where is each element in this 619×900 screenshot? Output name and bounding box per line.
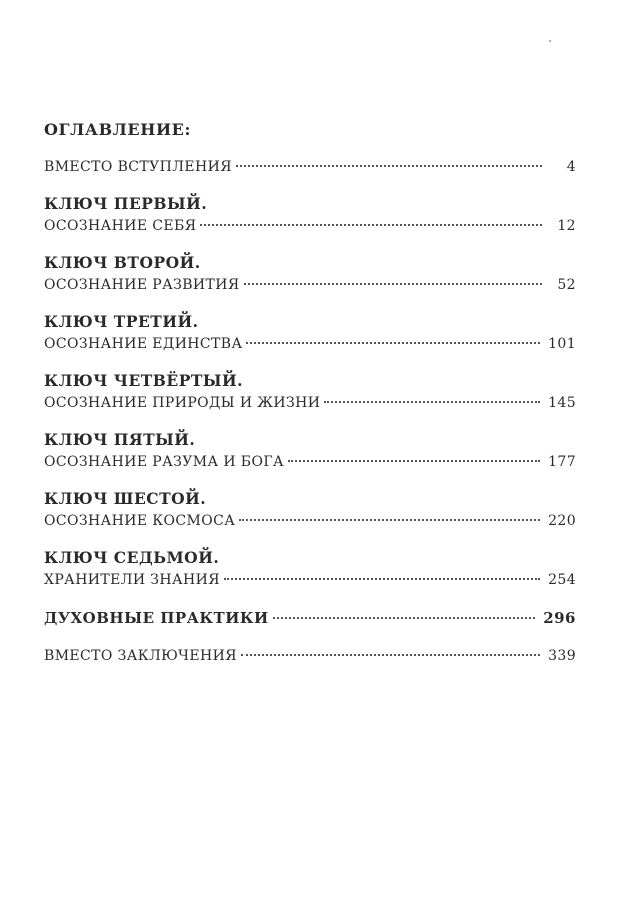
toc-entry-intro — [44, 156, 576, 178]
dot-leader — [241, 654, 540, 656]
page-number: 12 — [557, 218, 576, 234]
toc-row — [44, 607, 576, 629]
page-number: 254 — [548, 572, 576, 588]
print-speck — [549, 40, 551, 42]
page-number: 339 — [548, 648, 576, 664]
toc-label: ХРАНИТЕЛИ ЗНАНИЯ — [44, 572, 220, 588]
toc-label: ОСОЗНАНИЕ РАЗУМА И БОГА — [44, 454, 285, 470]
toc-row — [44, 645, 576, 667]
page-number: 4 — [566, 159, 576, 175]
key-heading: КЛЮЧ ШЕСТОЙ. — [44, 489, 207, 508]
toc-entry-key-6 — [44, 489, 576, 532]
dot-leader — [224, 578, 540, 580]
dot-leader — [236, 165, 542, 167]
key-heading: КЛЮЧ ПЕРВЫЙ. — [44, 194, 208, 213]
key-heading: КЛЮЧ ТРЕТИЙ. — [44, 312, 199, 331]
key-heading: КЛЮЧ ЧЕТВЁРТЫЙ. — [44, 371, 244, 390]
toc-label: ОСОЗНАНИЕ ЕДИНСТВА — [44, 336, 243, 352]
key-heading: КЛЮЧ ВТОРОЙ. — [44, 253, 201, 272]
toc-entry-conclusion — [44, 645, 576, 667]
page-number: 177 — [548, 454, 576, 470]
toc-entry-key-1 — [44, 194, 576, 237]
toc-label: ОСОЗНАНИЕ ПРИРОДЫ И ЖИЗНИ — [44, 395, 321, 411]
toc-row — [44, 333, 576, 355]
key-heading: КЛЮЧ СЕДЬМОЙ. — [44, 548, 220, 567]
toc-entry-practices — [44, 607, 576, 629]
toc-label: ВМЕСТО ВСТУПЛЕНИЯ — [44, 159, 232, 175]
dot-leader — [200, 224, 542, 226]
toc-row — [44, 569, 576, 591]
page-number: 296 — [543, 609, 576, 627]
dot-leader — [324, 401, 540, 403]
page-number: 220 — [548, 513, 576, 529]
dot-leader — [288, 460, 540, 462]
toc-row — [44, 392, 576, 414]
toc-row — [44, 215, 576, 237]
toc-label: ОСОЗНАНИЕ РАЗВИТИЯ — [44, 277, 240, 293]
toc-row — [44, 274, 576, 296]
toc-entry-key-3 — [44, 312, 576, 355]
dot-leader — [239, 519, 540, 521]
toc-label: ОСОЗНАНИЕ СЕБЯ — [44, 218, 197, 234]
toc-row — [44, 510, 576, 532]
toc-row — [44, 156, 576, 178]
page-number: 52 — [557, 277, 576, 293]
page-number: 101 — [548, 336, 576, 352]
page-number: 145 — [548, 395, 576, 411]
dot-leader — [244, 283, 542, 285]
toc-label: ДУХОВНЫЕ ПРАКТИКИ — [44, 609, 269, 627]
toc-entry-key-4 — [44, 371, 576, 414]
toc-entry-key-7 — [44, 548, 576, 591]
toc-label: ОСОЗНАНИЕ КОСМОСА — [44, 513, 236, 529]
toc-entry-key-2 — [44, 253, 576, 296]
dot-leader — [273, 617, 535, 619]
dot-leader — [246, 342, 540, 344]
toc-title: ОГЛАВЛЕНИЕ: — [44, 120, 191, 139]
table-of-contents — [44, 119, 576, 683]
toc-row — [44, 451, 576, 473]
toc-label: ВМЕСТО ЗАКЛЮЧЕНИЯ — [44, 648, 237, 664]
toc-entry-key-5 — [44, 430, 576, 473]
key-heading: КЛЮЧ ПЯТЫЙ. — [44, 430, 196, 449]
